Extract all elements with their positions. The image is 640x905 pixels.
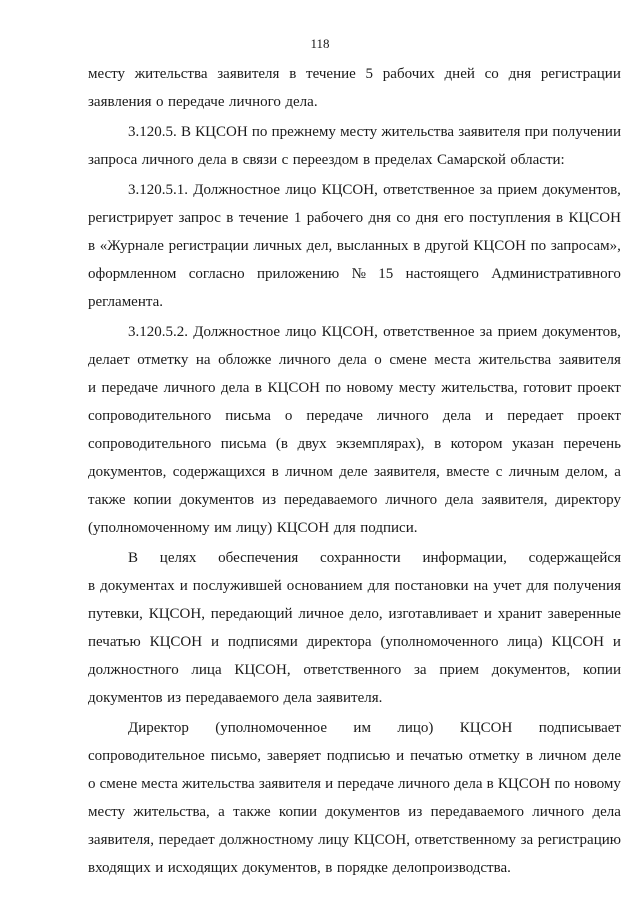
paragraph — [88, 544, 621, 712]
paragraph — [88, 60, 621, 116]
paragraph — [88, 714, 621, 882]
text-line: путевки, КЦСОН, передающий личное дело, изготавливает и хранит заверенные — [88, 606, 621, 622]
text-line: оформленном согласно приложению № 15 настоящего Административного — [88, 266, 621, 282]
text-line: регламента. — [88, 294, 164, 310]
text-line: входящих и исходящих документов, в порядке делопроизводства. — [88, 860, 511, 876]
text-line: месту жительства заявителя в течение 5 рабочих дней со дня регистрации — [88, 66, 621, 82]
text-line: заявления о передаче личного дела. — [88, 94, 318, 110]
text-line: В целях обеспечения сохранности информации, содержащейся — [128, 550, 621, 566]
text-line: в документах и послужившей основанием для постановки на учет для получения — [88, 578, 621, 594]
text-line: о смене места жительства заявителя и передаче личного дела в КЦСОН по новому — [88, 776, 621, 792]
text-line: заявителя, передает должностному лицу КЦСОН, ответственному за регистрацию — [88, 832, 621, 848]
paragraph — [88, 176, 621, 316]
text-line: сопроводительное письмо, заверяет подписью и печатью отметку в личном деле — [88, 748, 621, 764]
text-line: документов из передаваемого дела заявителя. — [88, 690, 383, 706]
text-line: в «Журнале регистрации личных дел, высланных в другой КЦСОН по запросам», — [88, 238, 621, 254]
text-line: также копии документов из передаваемого личного дела заявителя, директору — [88, 492, 621, 508]
text-line: и передаче личного дела в КЦСОН по новому месту жительства, готовит проект — [88, 380, 621, 396]
page-number: 118 — [310, 36, 330, 51]
text-line: запроса личного дела в связи с переездом в пределах Самарской области: — [88, 152, 565, 168]
text-line: сопроводительного письма (в двух экземплярах), в котором указан перечень — [88, 436, 621, 452]
text-line: (уполномоченному им лицу) КЦСОН для подписи. — [88, 520, 418, 536]
text-line: месту жительства, а также копии документов из передаваемого личного дела — [88, 804, 621, 820]
paragraph — [88, 118, 621, 174]
document-body — [88, 60, 621, 882]
text-line: документов, содержащихся в личном деле заявителя, вместе с личным делом, а — [88, 464, 621, 480]
text-line: 3.120.5. В КЦСОН по прежнему месту жительства заявителя при получении — [128, 124, 621, 140]
text-line: должностного лица КЦСОН, ответственного за прием документов, копии — [88, 662, 621, 678]
text-line: Директор (уполномоченное им лицо) КЦСОН подписывает — [128, 720, 621, 736]
text-line: делает отметку на обложке личного дела о смене места жительства заявителя — [88, 352, 621, 368]
text-line: 3.120.5.1. Должностное лицо КЦСОН, ответственное за прием документов, — [128, 182, 621, 198]
text-line: печатью КЦСОН и подписями директора (уполномоченного лица) КЦСОН и — [88, 634, 621, 650]
text-line: 3.120.5.2. Должностное лицо КЦСОН, ответственное за прием документов, — [128, 324, 621, 340]
text-line: сопроводительного письма о передаче личного дела и передает проект — [88, 408, 621, 424]
text-line: регистрирует запрос в течение 1 рабочего дня со дня его поступления в КЦСОН — [88, 210, 621, 226]
paragraph — [88, 318, 621, 542]
